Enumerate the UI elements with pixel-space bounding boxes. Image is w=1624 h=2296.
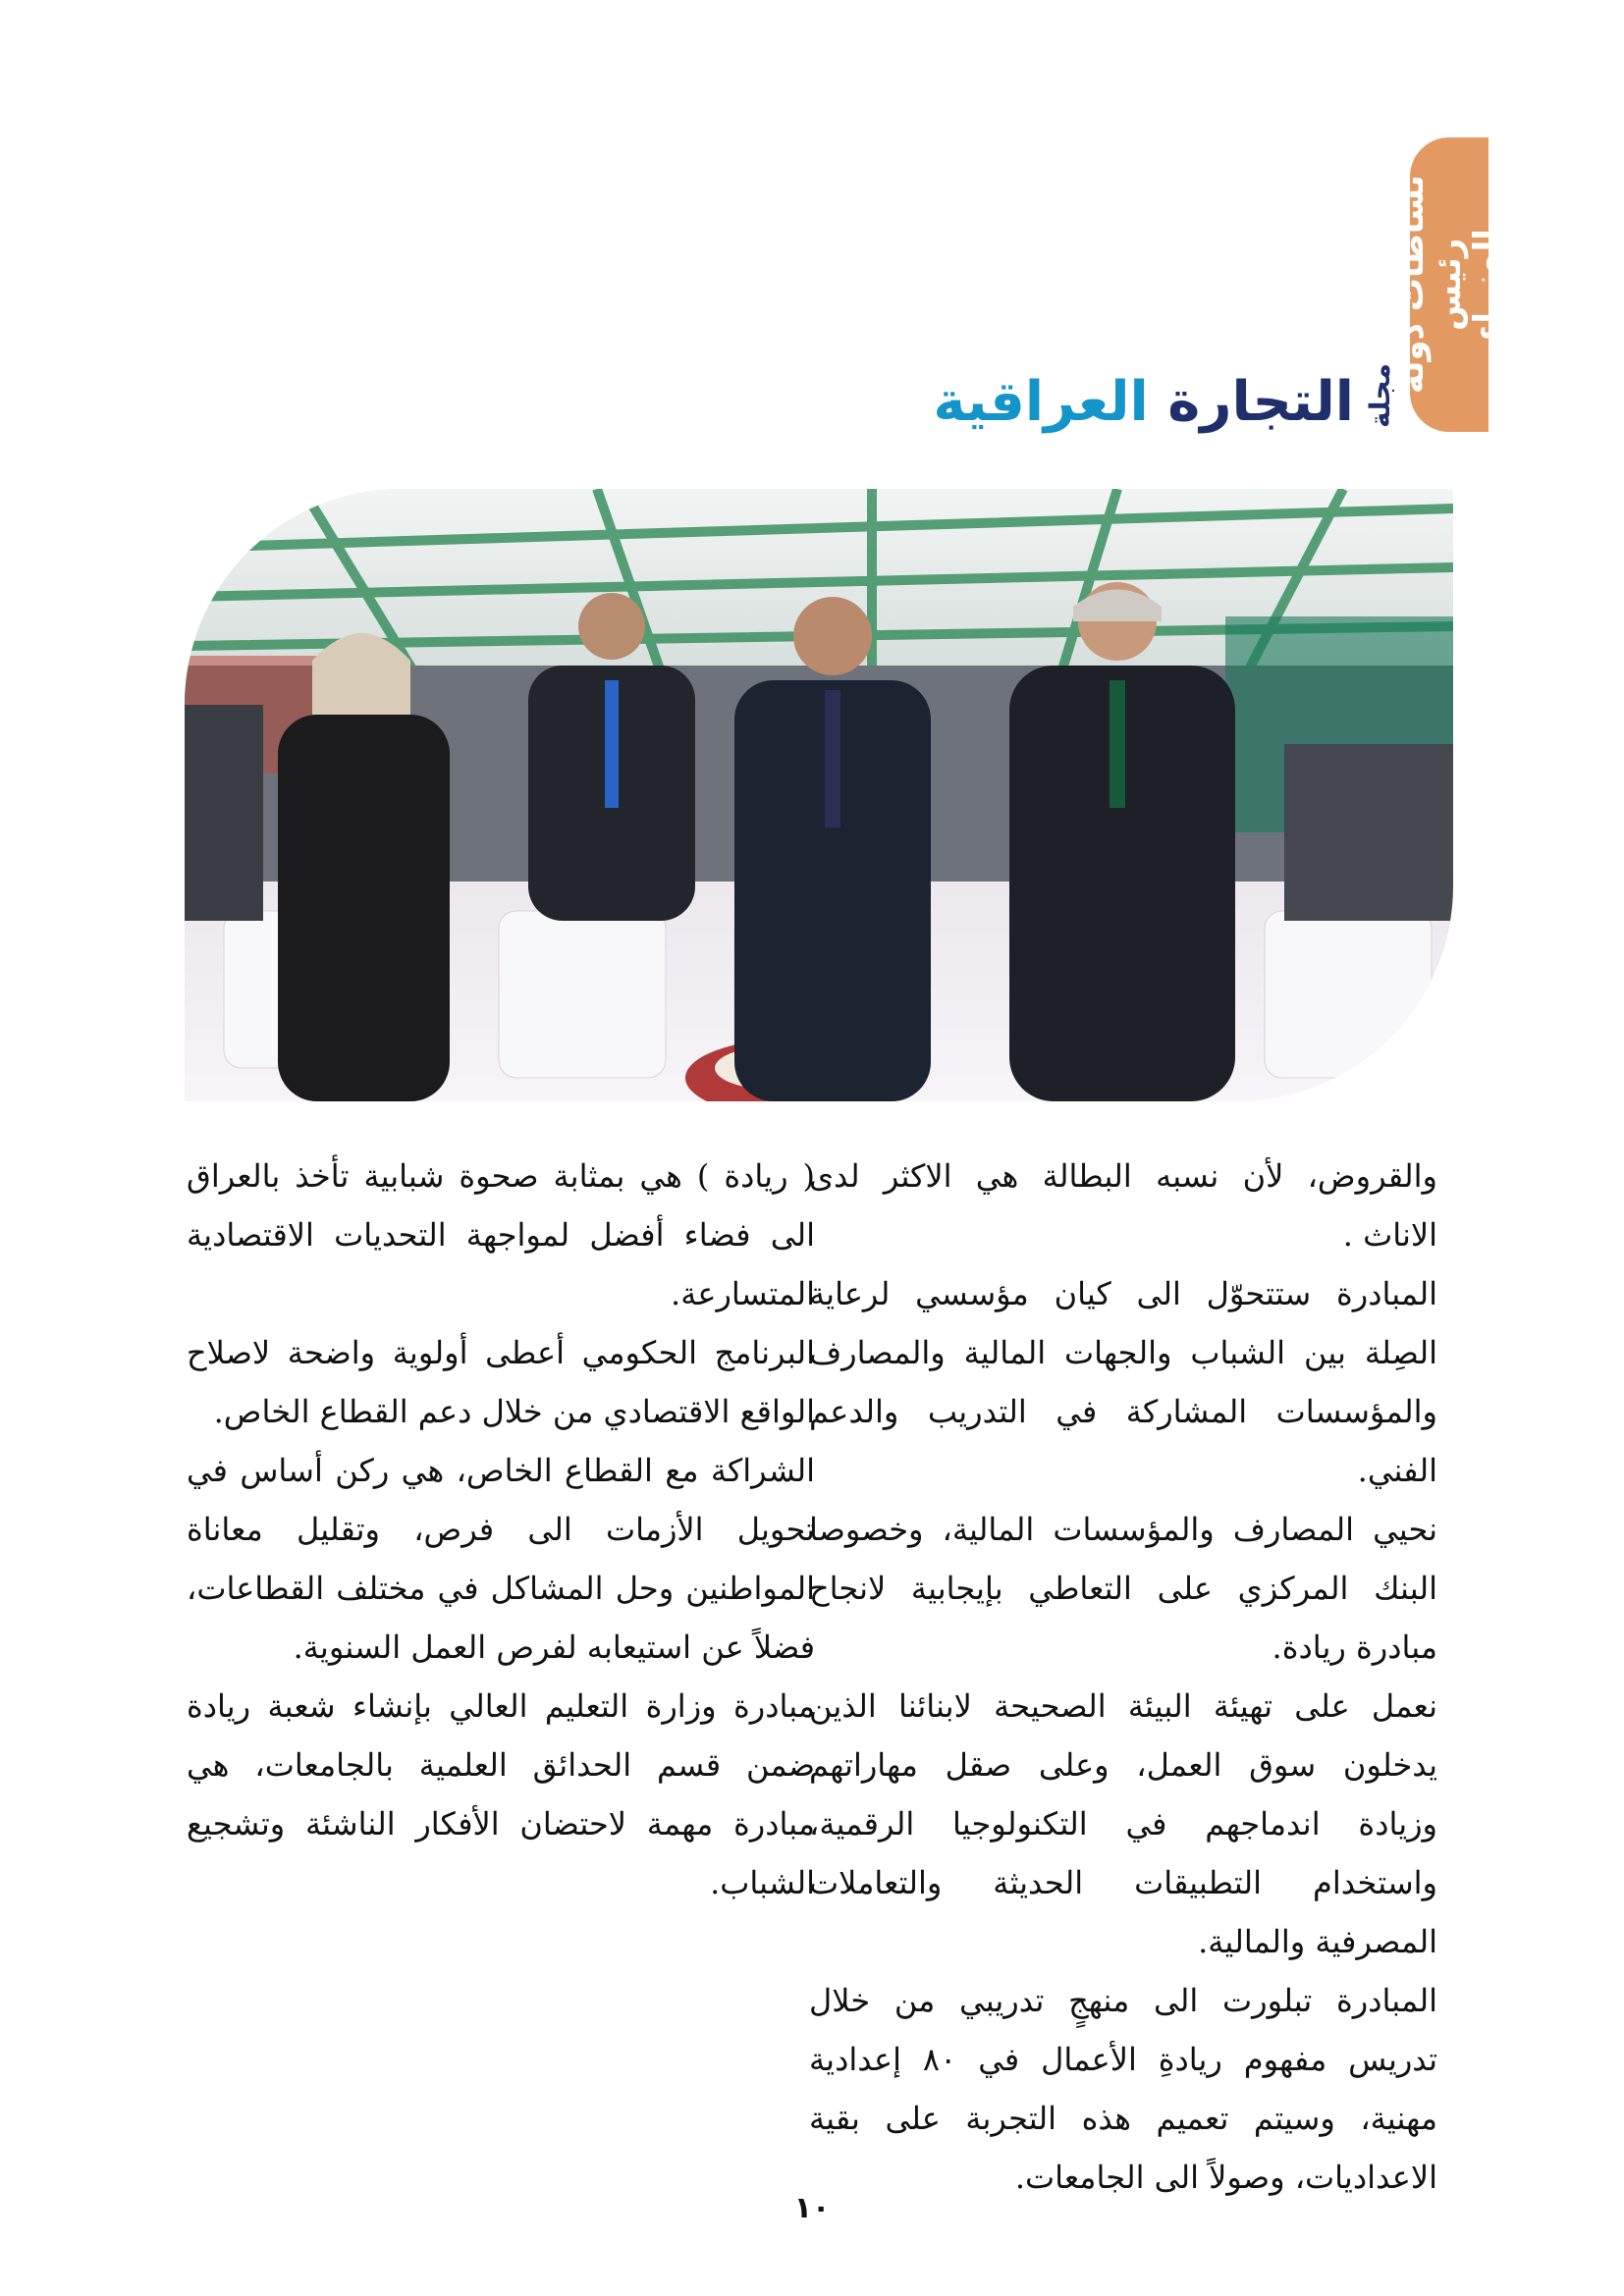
paragraph: الشراكة مع القطاع الخاص، هي ركن أساس في تحويل الأزمات الى فرص، وتقليل معاناة المواطنين وحل المشاكل في مختلف القطاعات، فضلاً عن استيعابه لفرص العمل السنوية. <box>187 1452 815 1666</box>
paragraph: مبادرة وزارة التعليم العالي بإنشاء شعبة ريادة ضمن قسم الحدائق العلمية بالجامعات، هي مبادرة مهمة لاحتضان الأفكار الناشئة وتشجيع الشباب. <box>187 1687 815 1901</box>
paragraph: نعمل على تهيئة البيئة الصحيحة لابنائنا الذين يدخلون سوق العمل، وعلى صقل مهاراتهم وزيادة اندماجهم في التكنولوجيا الرقمية، واستخدام التطبيقات الحديثة والتعاملات المصرفية والمالية. <box>809 1687 1437 1960</box>
paragraph: ( ريادة ) هي بمثابة صحوة شبابية تأخذ بالعراق الى فضاء أفضل لمواجهة التحديات الاقتصادية المتسارعة. <box>187 1157 815 1312</box>
magazine-title <box>933 370 1354 434</box>
text-column-right <box>809 1147 1437 2207</box>
text-column-left <box>187 1147 815 1912</box>
section-tab <box>1392 137 1506 432</box>
paragraph: المبادرة ستتحوّل الى كيان مؤسسي لرعاية الصِلة بين الشباب والجهات المالية والمصارف والمؤسسات المشاركة في التدريب والدعم الفني. <box>809 1275 1437 1489</box>
event-photo <box>185 489 1453 1101</box>
paragraph: نحيي المصارف والمؤسسات المالية، وخصوصا البنك المركزي على التعاطي بإيجابية لانجاح مبادرة ريادة. <box>809 1511 1437 1666</box>
magazine-logo <box>933 363 1396 434</box>
section-tab-label: نشاطات دولة رئيس الوزراء <box>1392 175 1506 395</box>
paragraph: المبادرة تبلورت الى منهجٍ تدريبي من خلال تدريس مفهوم ريادةِ الأعمال في ٨٠ إعدادية مهنية، وسيتم تعميم هذه التجربة على بقية الاعداديات، وصولاً الى الجامعات. <box>809 1982 1437 2196</box>
magazine-prefix: مجلة <box>1364 363 1396 428</box>
paragraph: البرنامج الحكومي أعطى أولوية واضحة لاصلاح الواقع الاقتصادي من خلال دعم القطاع الخاص. <box>187 1334 815 1430</box>
paragraph: والقروض، لأن نسبه البطالة هي الاكثر لدى الاناث . <box>809 1157 1437 1254</box>
magazine-title-second: العراقية <box>933 369 1149 434</box>
page-number: ١٠ <box>793 2191 831 2225</box>
photo-icon <box>185 489 1453 1101</box>
magazine-title-first: التجارة <box>1167 369 1354 434</box>
